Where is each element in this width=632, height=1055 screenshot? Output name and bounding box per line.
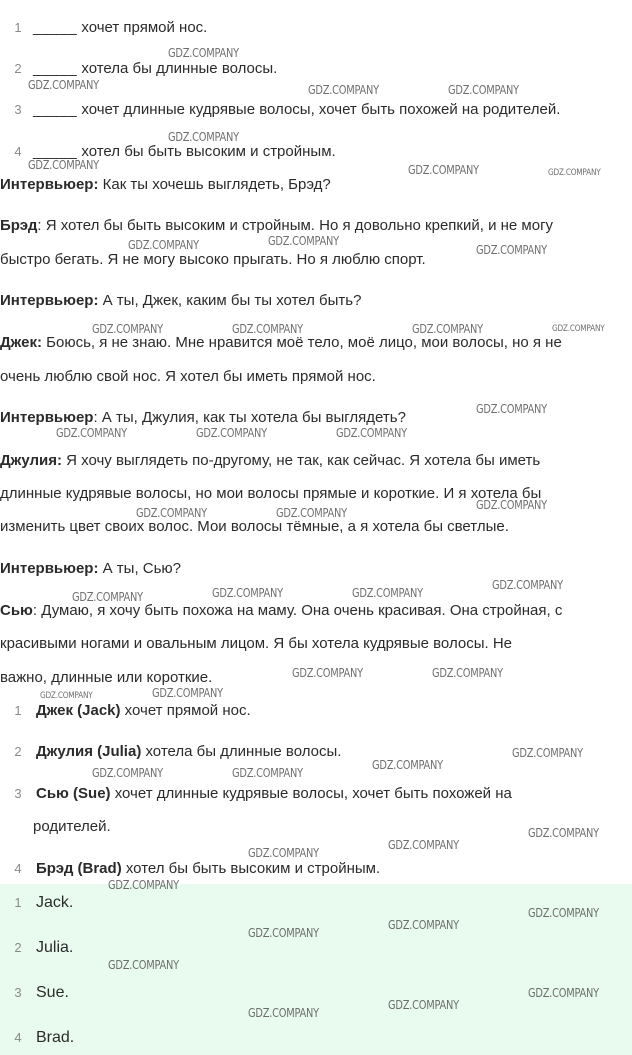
item-number: 2 [14,940,22,955]
watermark: GDZ.COMPANY [432,666,503,680]
answer-name: Джек (Jack) [36,702,121,719]
answer-blank: _____ [33,143,78,160]
answer-blank: _____ [33,60,78,77]
watermark: GDZ.COMPANY [476,498,547,512]
watermark: GDZ.COMPANY [232,766,303,780]
speaker-name: Интервьюер: [0,176,99,193]
dialogue-text: : А ты, Джулия, как ты хотела бы выглядеть? [93,409,406,426]
watermark: GDZ.COMPANY [352,586,423,600]
item-number: 4 [14,861,22,876]
watermark: GDZ.COMPANY [292,666,363,680]
watermark: GDZ.COMPANY [512,746,583,760]
answer-name: Джулия (Julia) [36,743,142,760]
item-number: 3 [14,985,22,1000]
dialogue-text: Боюсь, я не знаю. Мне нравится моё тело, моё лицо, мои волосы, но я не [41,334,562,351]
watermark: GDZ.COMPANY [168,130,239,144]
item-number: 4 [14,144,22,159]
answer-text: хотела бы длинные волосы. [141,743,342,760]
answer-blank: _____ [33,19,78,36]
dialogue-line [0,558,632,580]
watermark: GDZ.COMPANY [28,158,99,172]
watermark: GDZ.COMPANY [476,402,547,416]
dialogue-text: А ты, Джек, каким бы ты хотел быть? [98,292,362,309]
watermark: GDZ.COMPANY [552,324,605,334]
watermark: GDZ.COMPANY [196,426,267,440]
watermark: GDZ.COMPANY [56,426,127,440]
watermark: GDZ.COMPANY [548,168,601,178]
watermark: GDZ.COMPANY [72,590,143,604]
dialogue-text: : Думаю, я хочу быть похожа на маму. Она очень красивая. Она стройная, с [32,602,563,619]
watermark: GDZ.COMPANY [268,234,339,248]
dialogue-text: важно, длинные или короткие. [0,669,213,686]
watermark: GDZ.COMPANY [136,506,207,520]
watermark: GDZ.COMPANY [128,238,199,252]
watermark: GDZ.COMPANY [412,322,483,336]
dialogue-text: красивыми ногами и овальным лицом. Я бы хотела кудрявые волосы. Не [0,635,512,652]
item-number: 3 [14,102,22,117]
watermark: GDZ.COMPANY [248,1006,319,1020]
statement-text: хотела бы длинные волосы. [77,60,278,77]
item-number: 4 [14,1030,22,1045]
watermark: GDZ.COMPANY [336,426,407,440]
speaker-name: Интервьюер: [0,292,99,309]
dialogue-line [0,366,632,388]
short-answer-text: Jack. [36,894,74,911]
short-answer-text: Sue. [36,984,69,1001]
dialogue-text: изменить цвет своих волос. Мои волосы тёмные, а я хотела бы светлые. [0,518,509,535]
dialogue-line [0,290,632,312]
statement-text: хочет длинные кудрявые волосы, хочет быть похожей на родителей. [77,101,561,118]
dialogue-text: : Я хотел бы быть высоким и стройным. Но я довольно крепкий, и не могу [37,217,554,234]
speaker-name: Сью [0,602,33,619]
speaker-name: Интервьюер: [0,560,99,577]
short-answer-text: Brad. [36,1029,75,1046]
dialogue-line [0,174,632,196]
speaker-name: Джек: [0,334,42,351]
watermark: GDZ.COMPANY [108,958,179,972]
watermark: GDZ.COMPANY [276,506,347,520]
dialogue-text: длинные кудрявые волосы, но мои волосы прямые и короткие. И я хотела бы [0,485,542,502]
dialogue-text: быстро бегать. Я не могу высоко прыгать. Но я люблю спорт. [0,251,426,268]
watermark: GDZ.COMPANY [372,758,443,772]
watermark: GDZ.COMPANY [168,46,239,60]
answer-name: Сью (Sue) [36,785,111,802]
dialogue-text: очень люблю свой нос. Я хотел бы иметь прямой нос. [0,368,376,385]
watermark: GDZ.COMPANY [448,83,519,97]
answer-text: хочет прямой нос. [120,702,251,719]
watermark: GDZ.COMPANY [528,986,599,1000]
item-number: 2 [14,61,22,76]
short-answer-text: Julia. [36,939,74,956]
watermark: GDZ.COMPANY [308,83,379,97]
item-number: 1 [14,20,22,35]
speaker-name: Джулия: [0,452,62,469]
watermark: GDZ.COMPANY [388,838,459,852]
watermark: GDZ.COMPANY [476,243,547,257]
watermark: GDZ.COMPANY [248,926,319,940]
answer-text: родителей. [33,818,111,835]
watermark: GDZ.COMPANY [248,846,319,860]
answer-name: Брэд (Brad) [36,860,122,877]
dialogue-text: Как ты хочешь выглядеть, Брэд? [98,176,331,193]
statement-text: хочет прямой нос. [77,19,208,36]
watermark: GDZ.COMPANY [388,998,459,1012]
watermark: GDZ.COMPANY [492,578,563,592]
watermark: GDZ.COMPANY [388,918,459,932]
watermark: GDZ.COMPANY [212,586,283,600]
watermark: GDZ.COMPANY [528,906,599,920]
dialogue-text: А ты, Сью? [98,560,182,577]
watermark: GDZ.COMPANY [108,878,179,892]
answer-line [0,858,632,880]
item-number: 1 [14,895,22,910]
watermark: GDZ.COMPANY [232,322,303,336]
answer-blank: _____ [33,101,78,118]
dialogue-line [0,450,632,472]
watermark: GDZ.COMPANY [28,78,99,92]
watermark: GDZ.COMPANY [152,686,223,700]
statement-text: хотел бы быть высоким и стройным. [77,143,336,160]
answer-line [0,700,632,722]
dialogue-text: Я хочу выглядеть по-другому, не так, как сейчас. Я хотела бы иметь [61,452,541,469]
answer-line [0,783,632,805]
item-number: 3 [14,786,22,801]
answer-text: хочет длинные кудрявые волосы, хочет быть похожей на [110,785,512,802]
speaker-name: Интервьюер [0,409,94,426]
answer-text: хотел бы быть высоким и стройным. [121,860,381,877]
watermark: GDZ.COMPANY [528,826,599,840]
watermark: GDZ.COMPANY [40,691,93,701]
watermark: GDZ.COMPANY [92,766,163,780]
item-number: 2 [14,744,22,759]
speaker-name: Брэд [0,217,38,234]
dialogue-line [0,633,632,655]
watermark: GDZ.COMPANY [92,322,163,336]
watermark: GDZ.COMPANY [408,163,479,177]
item-number: 1 [14,703,22,718]
